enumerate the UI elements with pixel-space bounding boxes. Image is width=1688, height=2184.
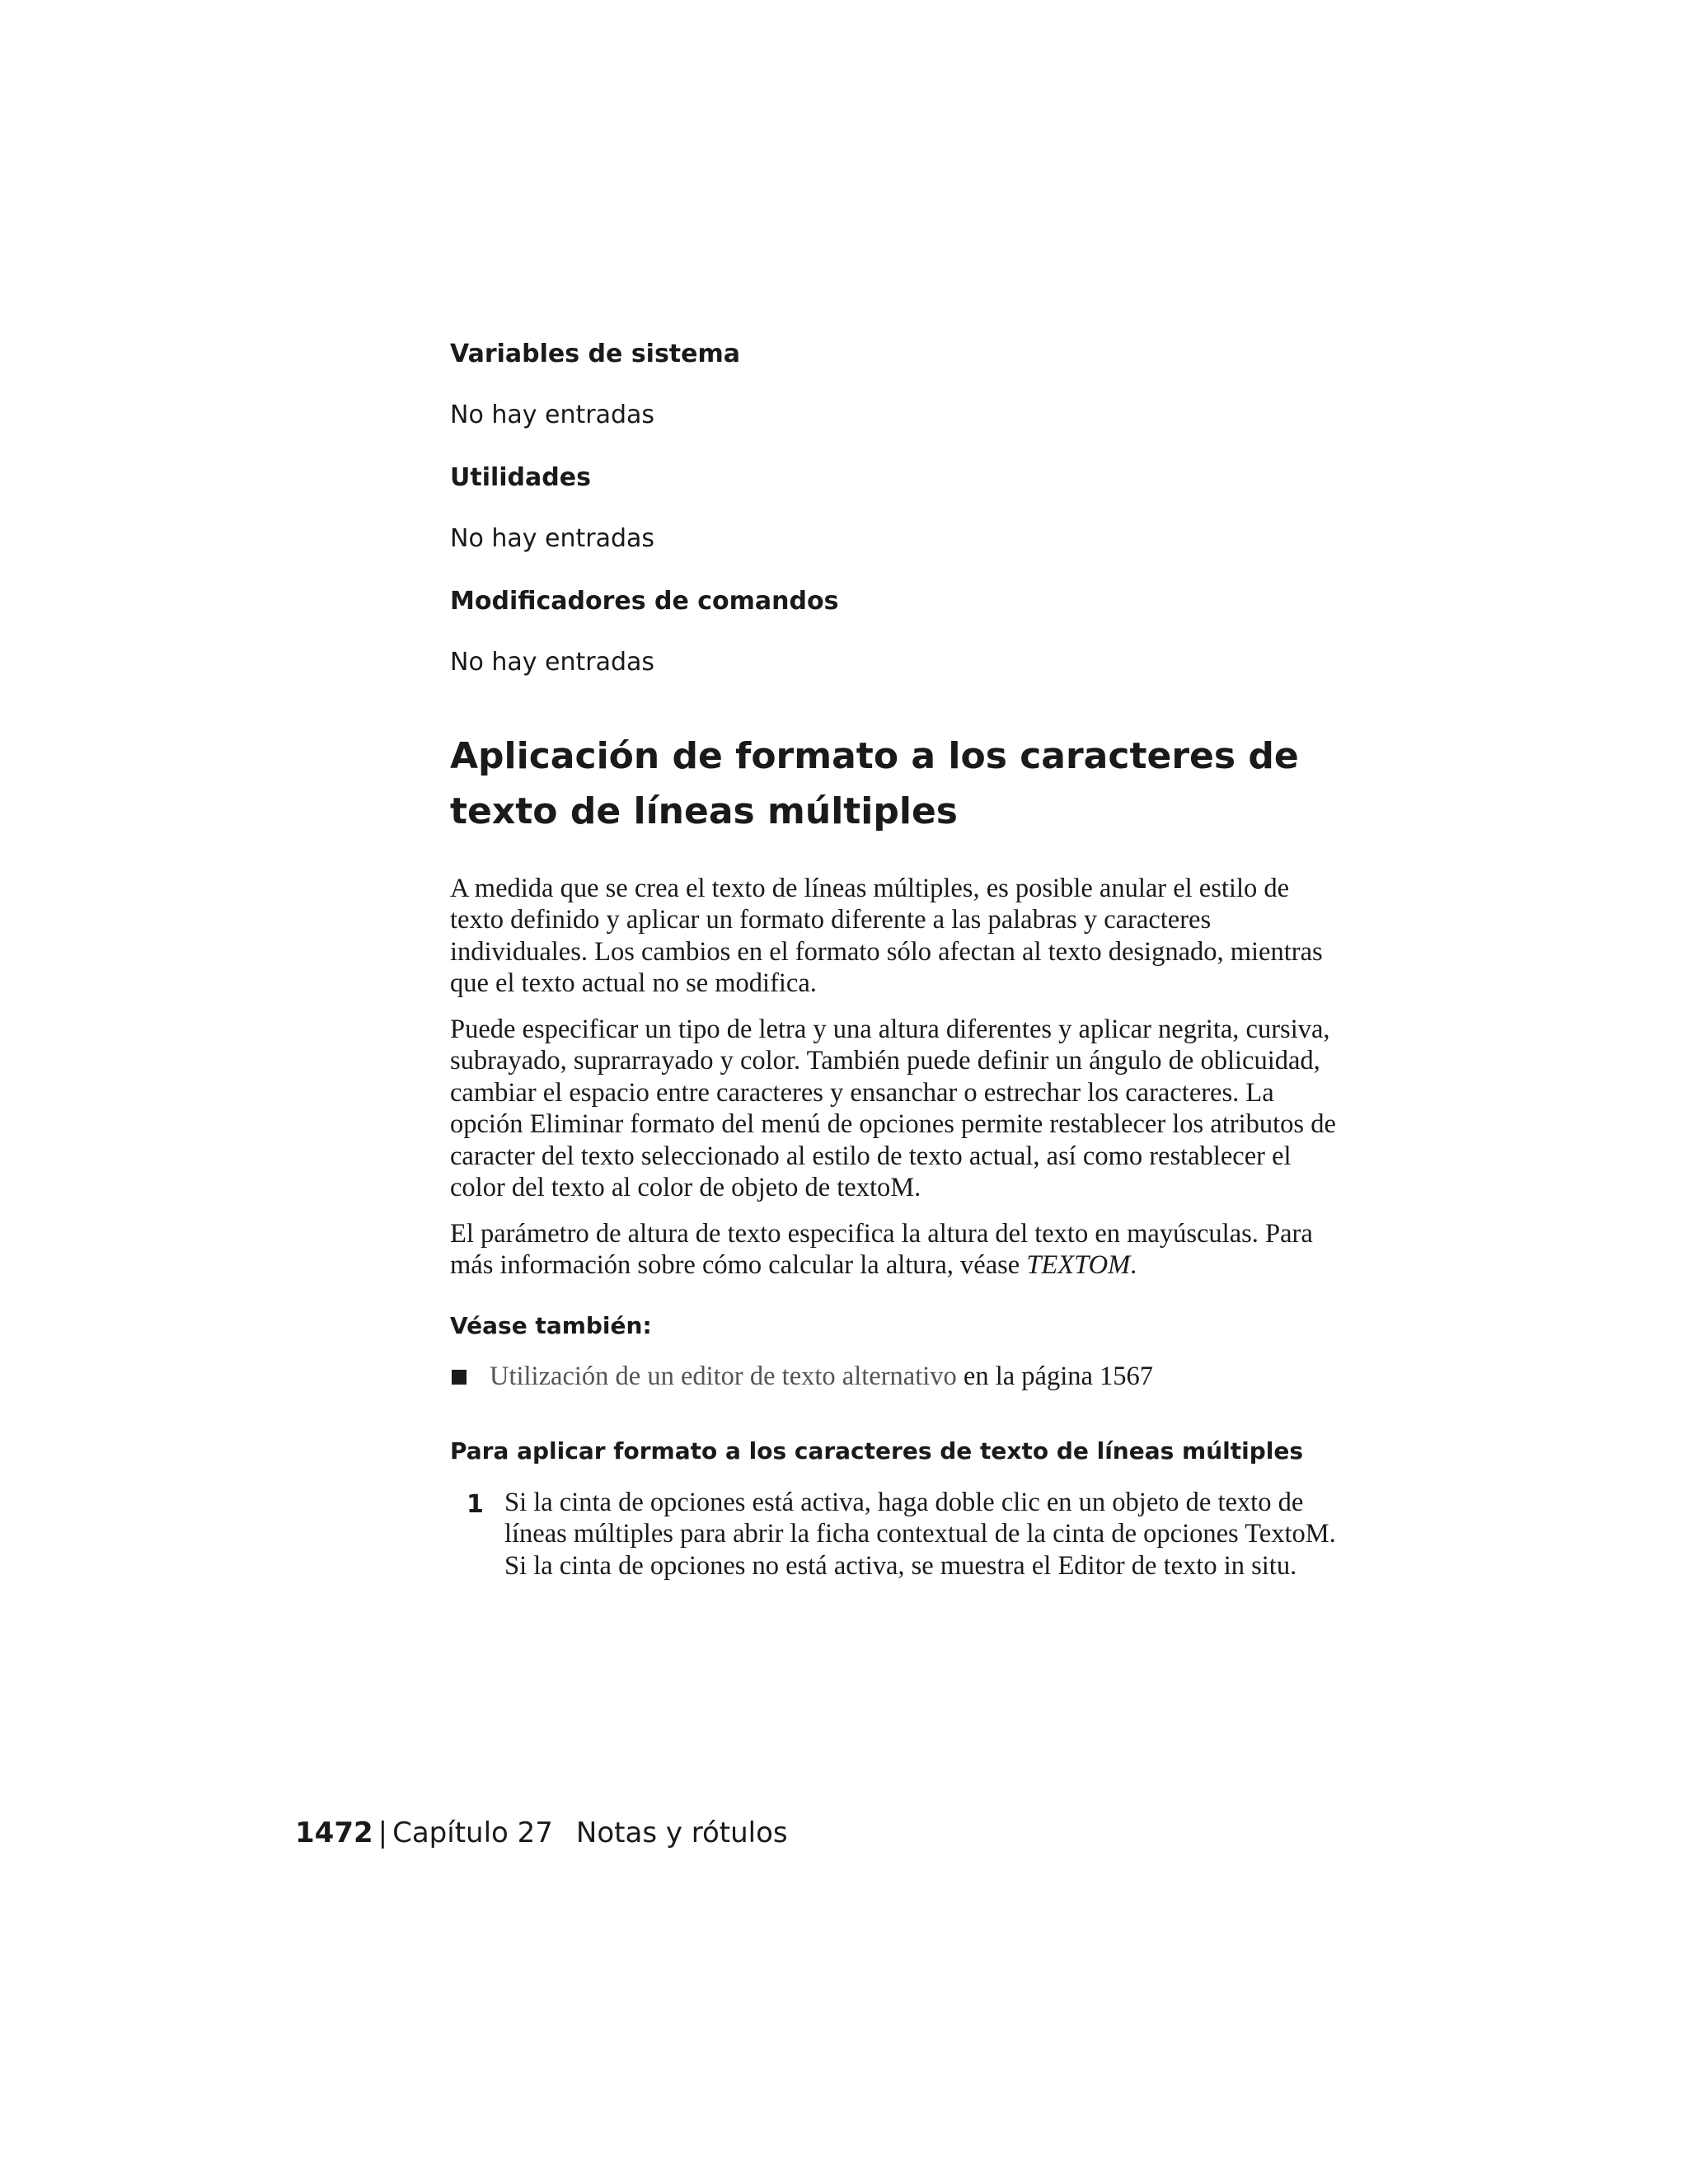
- heading-variables-de-sistema: Variables de sistema: [450, 340, 741, 368]
- heading-modificadores-de-comandos: Modificadores de comandos: [450, 587, 839, 616]
- see-also-item: [450, 1360, 1357, 1393]
- chapter-title: Notas y rótulos: [575, 1816, 788, 1849]
- paragraph-formatting: Puede especificar un tipo de letra y una altura diferentes y aplicar negrita, cursiva, subrayado, suprarrayado y color. También puede definir un ángulo de oblicuidad, cambiar el espacio entre caracteres y ensanchar o estrechar los caracteres. La opción Eliminar formato del menú de opciones permite restablecer los atributos de caracter del texto seleccionado al estilo de texto actual, así como restablecer el color del texto al color de objeto de textoM.: [450, 1015, 1336, 1203]
- see-also-label: Véase también:: [450, 1312, 652, 1339]
- step-text: Si la cinta de opciones está activa, haga doble clic en un objeto de texto de líneas múltiples para abrir la ficha contextual de la cinta de opciones TextoM. Si la cinta de opciones no está activa, se muestra el Editor de texto in situ.: [504, 1488, 1336, 1581]
- variables-de-sistema-entry: No hay entradas: [450, 401, 655, 429]
- paragraph-height: [450, 1218, 1348, 1282]
- alternative-editor-link[interactable]: Utilización de un editor de texto alternativo: [490, 1361, 957, 1391]
- procedure-heading: Para aplicar formato a los caracteres de texto de líneas múltiples: [450, 1437, 1304, 1465]
- paragraph-intro: A medida que se crea el texto de líneas múltiples, es posible anular el estilo de texto definido y aplicar un formato diferente a las palabras y caracteres individuales. Los cambios en el formato sólo afectan al texto designado, mientras que el texto actual no se modifica.: [450, 874, 1323, 999]
- textom-reference: TEXTOM: [1026, 1250, 1131, 1281]
- modificadores-de-comandos-entry: No hay entradas: [450, 648, 655, 677]
- page-footer: [295, 1816, 788, 1849]
- page-reference: en la página 1567: [956, 1361, 1154, 1391]
- heading-utilidades: Utilidades: [450, 463, 591, 492]
- paragraph-height-end: .: [1130, 1250, 1137, 1281]
- see-also-item-text: [490, 1360, 1153, 1393]
- chapter-label: Capítulo 27: [392, 1816, 553, 1849]
- step-number: 1: [467, 1490, 484, 1519]
- bullet-square-icon: [452, 1370, 467, 1385]
- utilidades-entry: No hay entradas: [450, 524, 655, 553]
- section-title: Aplicación de formato a los caracteres de texto de líneas múltiples: [450, 735, 1299, 832]
- footer-separator: |: [377, 1816, 388, 1849]
- paragraph-height-text: El parámetro de altura de texto especifica la altura del texto en mayúsculas. Para más información sobre cómo calcular la altura, véase: [450, 1219, 1313, 1281]
- page-number: 1472: [295, 1816, 373, 1849]
